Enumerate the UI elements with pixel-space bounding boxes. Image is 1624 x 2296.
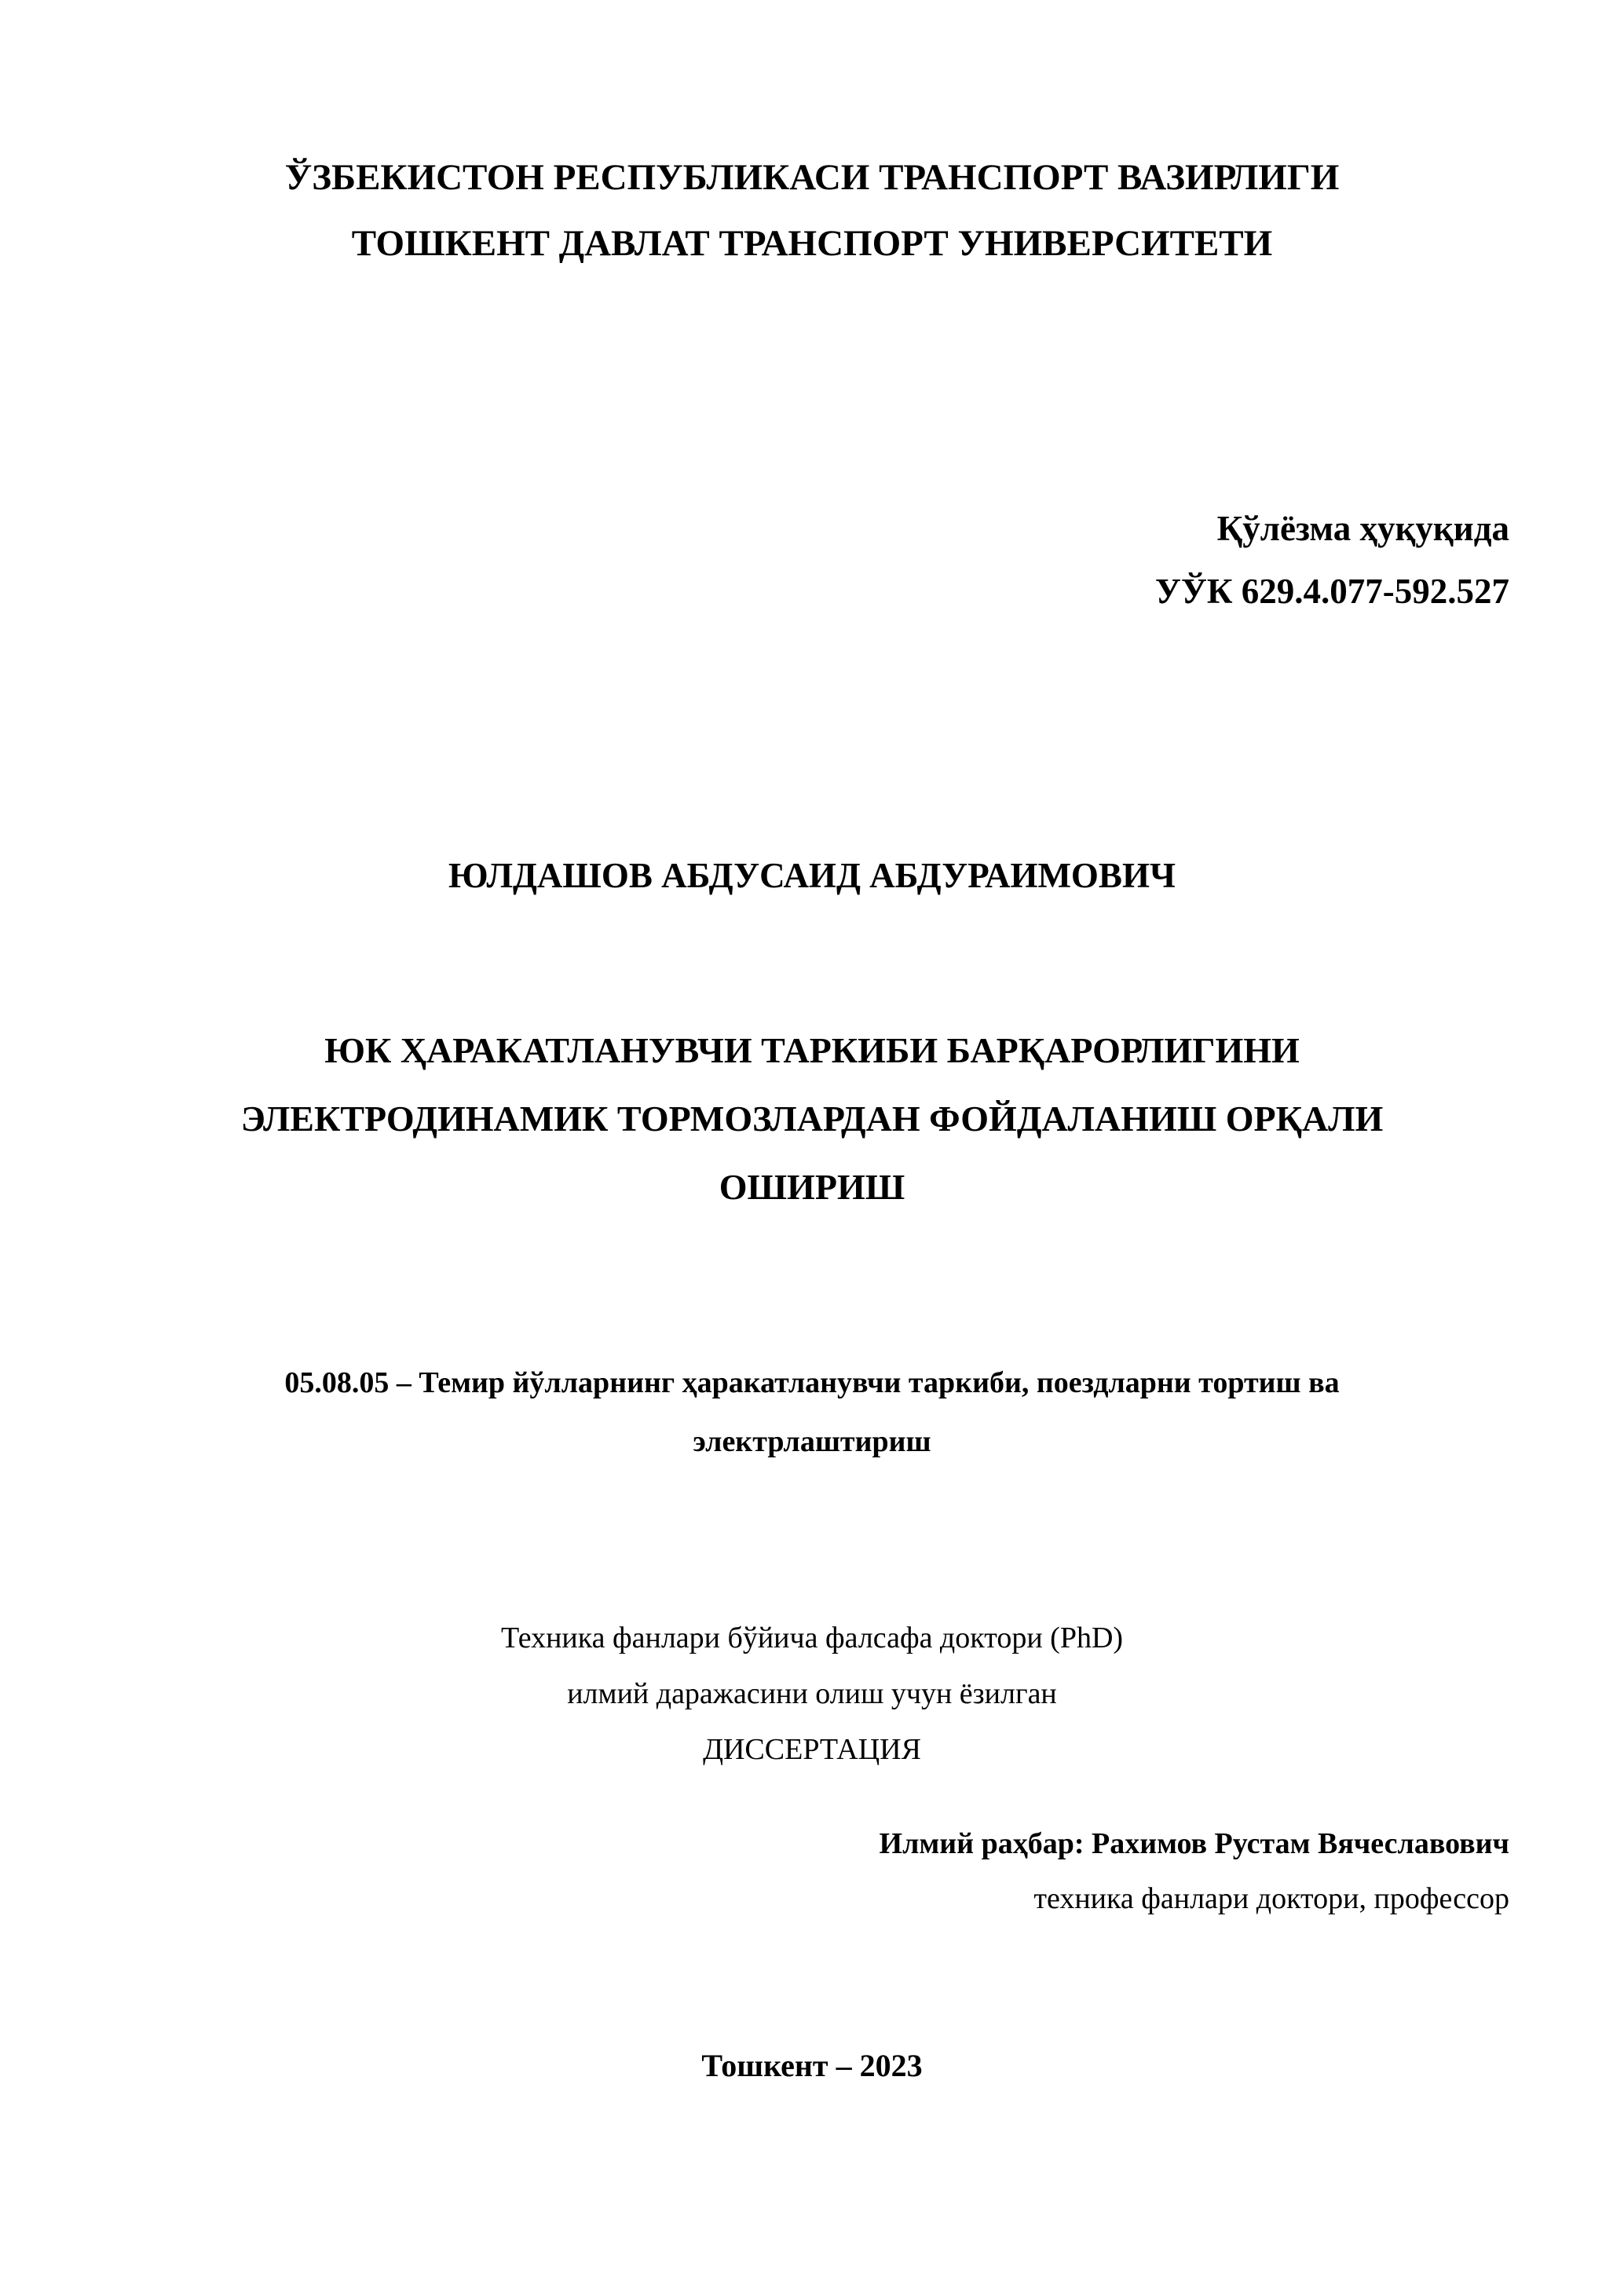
dissertation-title-line: ЭЛЕКТРОДИНАМИК ТОРМОЗЛАРДАН ФОЙДАЛАНИШ ОРҚАЛИ	[240, 1099, 1384, 1139]
degree-line: Техника фанлари бўйича фалсафа доктори (PhD)	[500, 1621, 1124, 1654]
specialty-line: электрлаштириш	[693, 1425, 931, 1458]
udc-code: УЎК 629.4.077-592.527	[1154, 572, 1509, 611]
dissertation-title-line: ЮК ҲАРАКАТЛАНУВЧИ ТАРКИБИ БАРҚАРОРЛИГИНИ	[324, 1030, 1300, 1070]
dissertation-title-line: ОШИРИШ	[719, 1167, 905, 1207]
city-year: Тошкент – 2023	[701, 2048, 923, 2083]
author-name: ЮЛДАШОВ АБДУСАИД АБДУРАИМОВИЧ	[448, 856, 1176, 895]
specialty-line: 05.08.05 – Темир йўлларнинг ҳаракатланувчи таркиби, поездларни тортиш ва	[284, 1366, 1340, 1399]
degree-line: илмий даражасини олиш учун ёзилган	[567, 1677, 1057, 1710]
supervisor-credentials: техника фанлари доктори, профессор	[1033, 1882, 1509, 1915]
supervisor-name: Илмий раҳбар: Рахимов Рустам Вячеславович	[879, 1827, 1509, 1860]
ministry-name: ЎЗБЕКИСТОН РЕСПУБЛИКАСИ ТРАНСПОРТ ВАЗИРЛИГИ	[284, 157, 1340, 198]
manuscript-rights: Қўлёзма ҳуқуқида	[1216, 509, 1509, 548]
university-name: ТОШКЕНТ ДАВЛАТ ТРАНСПОРТ УНИВЕРСИТЕТИ	[351, 223, 1273, 264]
document-type: ДИССЕРТАЦИЯ	[703, 1733, 921, 1766]
